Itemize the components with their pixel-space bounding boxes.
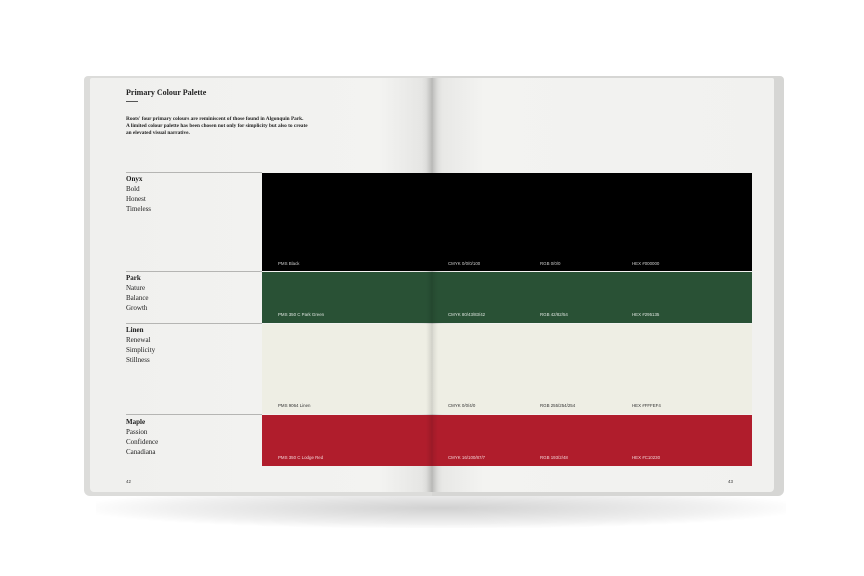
hex-value: HEX #C10230 xyxy=(632,455,661,460)
swatch-park-right xyxy=(432,272,752,323)
page-number-left: 42 xyxy=(126,479,131,484)
rgb-value: RGB 193/2/48 xyxy=(540,455,568,460)
pms-value: PMS 350 C Lodge Red xyxy=(278,455,324,460)
colour-keyword: Simplicity xyxy=(126,346,156,354)
page-title: Primary Colour Palette xyxy=(126,88,207,97)
rgb-value: RGB 255/254/254 xyxy=(540,403,576,408)
colour-keyword: Stillness xyxy=(126,356,150,364)
swatch-park-left xyxy=(262,272,432,323)
swatch-onyx-left xyxy=(262,173,432,271)
title-underline xyxy=(126,101,138,102)
colour-name: Onyx xyxy=(126,175,143,183)
hex-value: HEX #000000 xyxy=(632,261,660,266)
colour-name: Linen xyxy=(126,326,144,334)
pms-value: PMS Black xyxy=(278,261,300,266)
swatch-linen-right xyxy=(432,324,752,414)
hex-value: HEX #FFFEF4 xyxy=(632,403,661,408)
colour-label-maple xyxy=(126,417,158,457)
pms-value: PMS 9064 Linen xyxy=(278,403,311,408)
colour-name: Park xyxy=(126,274,141,282)
intro-line: A limited colour palette has been chosen not only for simplicity but also to create xyxy=(126,123,308,129)
row-divider xyxy=(126,323,262,324)
colour-name: Maple xyxy=(126,418,146,426)
intro-paragraph xyxy=(126,116,386,137)
left-page xyxy=(90,78,432,492)
colour-keyword: Bold xyxy=(126,185,140,193)
cmyk-value: CMYK 0/0/0/100 xyxy=(448,261,481,266)
colour-keyword: Honest xyxy=(126,195,146,203)
rgb-value: RGB 42/82/54 xyxy=(540,312,568,317)
colour-label-linen xyxy=(126,325,155,365)
colour-label-onyx xyxy=(126,174,151,214)
row-divider xyxy=(126,172,262,173)
cmyk-value: CMYK 16/100/87/7 xyxy=(448,455,486,460)
row-divider xyxy=(126,271,262,272)
colour-keyword: Balance xyxy=(126,294,149,302)
swatch-maple-left xyxy=(262,415,432,466)
colour-keyword: Timeless xyxy=(126,205,152,213)
swatch-maple-right xyxy=(432,415,752,466)
rgb-value: RGB 0/0/0 xyxy=(540,261,561,266)
colour-keyword: Confidence xyxy=(126,438,159,446)
colour-keyword: Growth xyxy=(126,304,148,312)
cmyk-value: CMYK 0/0/4/0 xyxy=(448,403,476,408)
cmyk-value: CMYK 80/43/83/42 xyxy=(448,312,486,317)
hex-value: HEX #295135 xyxy=(632,312,660,317)
row-divider xyxy=(126,414,262,415)
right-page xyxy=(432,78,774,492)
swatch-onyx-right xyxy=(432,173,752,271)
swatch-linen-left xyxy=(262,324,432,414)
colour-keyword: Nature xyxy=(126,284,146,292)
pms-value: PMS 350 C Park Green xyxy=(278,312,325,317)
colour-label-park xyxy=(126,273,149,313)
colour-keyword: Canadiana xyxy=(126,448,156,456)
intro-line: Roots' four primary colours are reminiscent of those found in Algonquin Park. xyxy=(126,116,304,122)
colour-keyword: Passion xyxy=(126,428,148,436)
colour-keyword: Renewal xyxy=(126,336,151,344)
intro-line: an elevated visual narrative. xyxy=(126,130,190,136)
page-number-right: 43 xyxy=(728,479,733,484)
